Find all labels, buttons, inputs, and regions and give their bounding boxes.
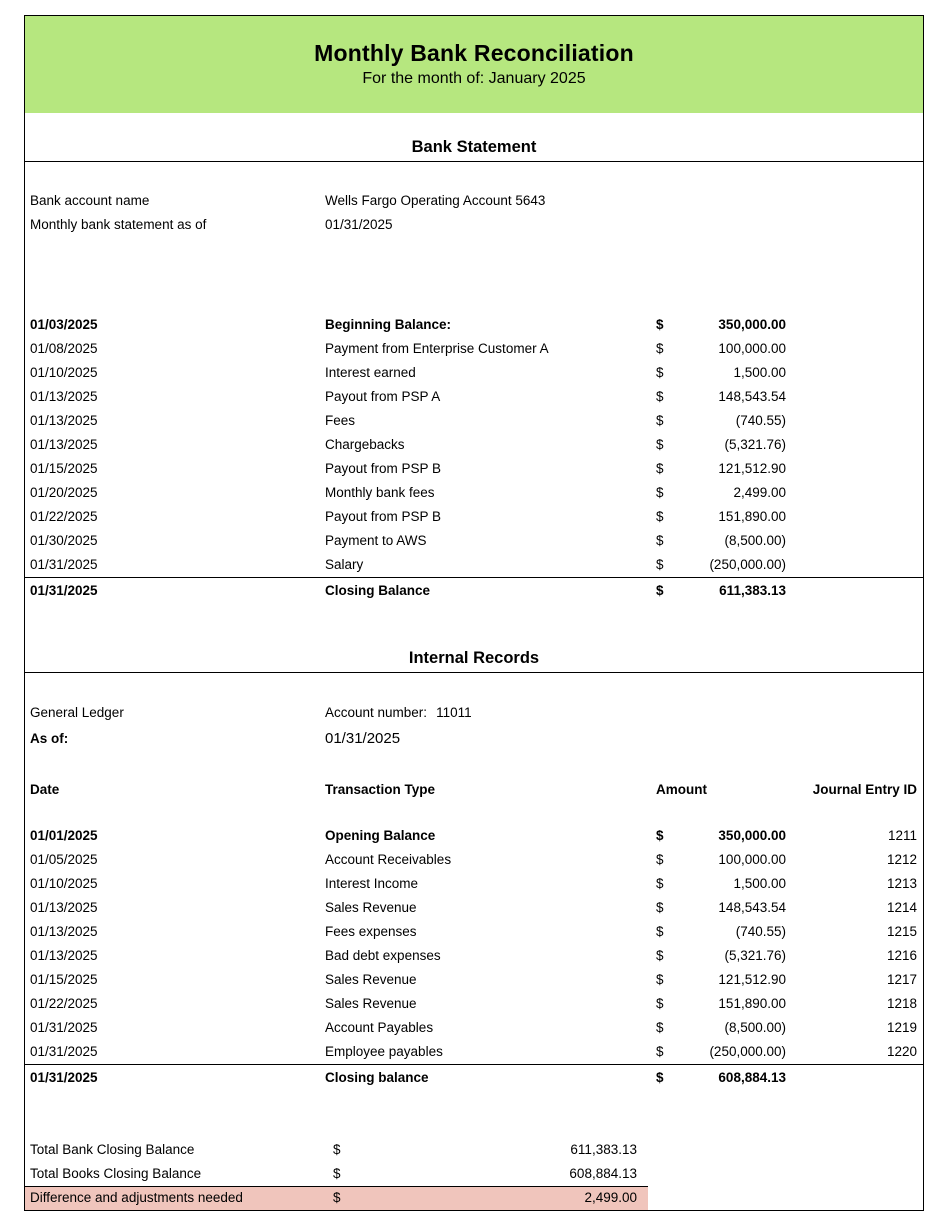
transaction-date: 01/13/2025 (30, 437, 98, 452)
transaction-amount: (8,500.00) (724, 1020, 786, 1035)
transaction-description: Bad debt expenses (325, 948, 441, 963)
journal-entry-id (786, 385, 917, 409)
summary-row (25, 1186, 648, 1210)
table-row (25, 337, 923, 361)
currency-symbol: $ (656, 509, 664, 524)
currency-symbol: $ (333, 1142, 341, 1157)
transaction-amount: (5,321.76) (724, 948, 786, 963)
table-row (25, 1016, 923, 1040)
statement-date-label: Monthly bank statement as of (30, 217, 207, 232)
journal-entry-id (786, 337, 917, 361)
reconciliation-summary (25, 1138, 923, 1210)
transaction-description: Sales Revenue (325, 972, 417, 987)
table-row (25, 553, 923, 577)
bank-account-name-label: Bank account name (30, 193, 150, 208)
table-row (25, 944, 923, 968)
transaction-description: Payout from PSP B (325, 461, 442, 476)
currency-symbol: $ (656, 996, 664, 1011)
table-row (25, 505, 923, 529)
journal-entry-id: 1217 (886, 972, 917, 987)
column-header-journal-entry-id: Journal Entry ID (812, 782, 917, 797)
transaction-description: Account Payables (325, 1020, 434, 1035)
table-row (25, 992, 923, 1016)
transaction-date: 01/15/2025 (30, 461, 98, 476)
journal-entry-id (786, 433, 917, 457)
column-header-date: Date (30, 782, 60, 797)
transaction-amount: 608,884.13 (718, 1070, 786, 1085)
transaction-description: Monthly bank fees (325, 485, 435, 500)
transaction-description: Sales Revenue (325, 900, 417, 915)
currency-symbol: $ (656, 852, 664, 867)
statement-date-row (25, 213, 923, 237)
currency-symbol: $ (656, 924, 664, 939)
transaction-date: 01/13/2025 (30, 389, 98, 404)
transaction-description: Payout from PSP B (325, 509, 442, 524)
transaction-description: Fees (325, 413, 356, 428)
general-ledger-label: General Ledger (30, 705, 124, 720)
transaction-amount: (5,321.76) (724, 437, 786, 452)
transaction-date: 01/15/2025 (30, 972, 98, 987)
table-row (25, 529, 923, 553)
summary-label: Total Books Closing Balance (30, 1166, 202, 1181)
transaction-amount: 148,543.54 (718, 900, 786, 915)
transaction-amount: 2,499.00 (733, 485, 786, 500)
transaction-amount: 350,000.00 (718, 317, 786, 332)
transaction-date: 01/22/2025 (30, 509, 98, 524)
summary-amount: 608,884.13 (569, 1166, 637, 1181)
transaction-description: Interest Income (325, 876, 419, 891)
transaction-amount: (740.55) (735, 413, 786, 428)
internal-records-info (25, 700, 923, 752)
transaction-description: Sales Revenue (325, 996, 417, 1011)
journal-entry-id (786, 457, 917, 481)
currency-symbol: $ (656, 583, 664, 598)
transaction-description: Employee payables (325, 1044, 443, 1059)
summary-row (25, 1162, 648, 1186)
transaction-description: Payout from PSP A (325, 389, 441, 404)
transaction-date: 01/13/2025 (30, 413, 98, 428)
internal-records-column-headers (25, 780, 923, 800)
transaction-date: 01/22/2025 (30, 996, 98, 1011)
summary-row (25, 1138, 648, 1162)
transaction-amount: 100,000.00 (718, 852, 786, 867)
currency-symbol: $ (656, 900, 664, 915)
currency-symbol: $ (656, 1044, 664, 1059)
transaction-date: 01/31/2025 (30, 1070, 98, 1085)
journal-entry-id (786, 578, 917, 603)
journal-entry-id (786, 1065, 917, 1090)
table-row (25, 872, 923, 896)
currency-symbol: $ (656, 876, 664, 891)
currency-symbol: $ (656, 317, 664, 332)
page-title: Monthly Bank Reconciliation (314, 40, 634, 66)
journal-entry-id (786, 505, 917, 529)
transaction-date: 01/10/2025 (30, 876, 98, 891)
table-row (25, 361, 923, 385)
transaction-date: 01/13/2025 (30, 924, 98, 939)
bank-statement-table (25, 313, 923, 603)
table-row (25, 409, 923, 433)
summary-amount: 611,383.13 (570, 1142, 637, 1157)
summary-amount: 2,499.00 (584, 1190, 637, 1205)
summary-label: Difference and adjustments needed (30, 1190, 243, 1205)
general-ledger-row (25, 700, 923, 726)
transaction-amount: 1,500.00 (733, 876, 786, 891)
transaction-description: Payment from Enterprise Customer A (325, 341, 549, 356)
column-header-amount: Amount (656, 782, 707, 797)
table-row (25, 577, 923, 603)
transaction-date: 01/31/2025 (30, 1044, 98, 1059)
transaction-description: Chargebacks (325, 437, 405, 452)
journal-entry-id (786, 481, 917, 505)
currency-symbol: $ (656, 1020, 664, 1035)
transaction-amount: 121,512.90 (718, 972, 786, 987)
transaction-amount: (740.55) (735, 924, 786, 939)
currency-symbol: $ (656, 948, 664, 963)
currency-symbol: $ (333, 1166, 341, 1181)
transaction-date: 01/13/2025 (30, 948, 98, 963)
table-row (25, 848, 923, 872)
page-subtitle: For the month of: January 2025 (362, 70, 586, 87)
journal-entry-id: 1211 (887, 828, 917, 843)
bank-account-name-row (25, 189, 923, 213)
transaction-date: 01/10/2025 (30, 365, 98, 380)
currency-symbol: $ (656, 437, 664, 452)
currency-symbol: $ (656, 533, 664, 548)
account-number-value: 11011 (436, 705, 472, 720)
transaction-description: Payment to AWS (325, 533, 427, 548)
table-row (25, 313, 923, 337)
transaction-description: Opening Balance (325, 828, 436, 843)
transaction-description: Salary (325, 557, 364, 572)
currency-symbol: $ (656, 972, 664, 987)
transaction-description: Closing Balance (325, 583, 431, 598)
table-row (25, 1040, 923, 1064)
bank-statement-info (25, 189, 923, 237)
transaction-date: 01/05/2025 (30, 852, 98, 867)
table-row (25, 920, 923, 944)
transaction-amount: (8,500.00) (724, 533, 786, 548)
transaction-amount: 121,512.90 (718, 461, 786, 476)
currency-symbol: $ (656, 557, 664, 572)
currency-symbol: $ (656, 485, 664, 500)
table-row (25, 385, 923, 409)
transaction-date: 01/13/2025 (30, 900, 98, 915)
internal-records-table (25, 824, 923, 1090)
table-row (25, 968, 923, 992)
table-row (25, 1064, 923, 1090)
transaction-amount: (250,000.00) (709, 1044, 786, 1059)
currency-symbol: $ (656, 828, 664, 843)
statement-date-value: 01/31/2025 (325, 217, 393, 232)
internal-records-heading: Internal Records (25, 648, 923, 673)
as-of-date-value: 01/31/2025 (325, 730, 401, 747)
table-row (25, 824, 923, 848)
transaction-date: 01/20/2025 (30, 485, 98, 500)
transaction-date: 01/31/2025 (30, 1020, 98, 1035)
journal-entry-id: 1214 (886, 900, 917, 915)
transaction-description: Interest earned (325, 365, 416, 380)
journal-entry-id: 1220 (886, 1044, 917, 1059)
currency-symbol: $ (656, 365, 664, 380)
header-banner (25, 16, 923, 113)
transaction-amount: (250,000.00) (709, 557, 786, 572)
table-row (25, 481, 923, 505)
journal-entry-id: 1216 (886, 948, 917, 963)
currency-symbol: $ (656, 341, 664, 356)
summary-label: Total Bank Closing Balance (30, 1142, 195, 1157)
currency-symbol: $ (656, 1070, 664, 1085)
currency-symbol: $ (333, 1190, 341, 1205)
journal-entry-id: 1219 (886, 1020, 917, 1035)
transaction-date: 01/08/2025 (30, 341, 98, 356)
transaction-date: 01/31/2025 (30, 557, 98, 572)
transaction-amount: 151,890.00 (718, 996, 786, 1011)
as-of-row (25, 726, 923, 752)
journal-entry-id (786, 361, 917, 385)
table-row (25, 433, 923, 457)
journal-entry-id (786, 313, 917, 337)
transaction-amount: 350,000.00 (718, 828, 786, 843)
transaction-amount: 1,500.00 (733, 365, 786, 380)
transaction-date: 01/30/2025 (30, 533, 98, 548)
transaction-date: 01/03/2025 (30, 317, 98, 332)
journal-entry-id (786, 553, 917, 577)
transaction-amount: 148,543.54 (718, 389, 786, 404)
account-number-label: Account number: (325, 705, 428, 720)
transaction-description: Closing balance (325, 1070, 429, 1085)
transaction-date: 01/01/2025 (30, 828, 98, 843)
transaction-amount: 151,890.00 (718, 509, 786, 524)
table-row (25, 457, 923, 481)
bank-statement-heading: Bank Statement (25, 113, 923, 162)
reconciliation-document (24, 15, 924, 1211)
journal-entry-id: 1218 (886, 996, 917, 1011)
column-header-transaction-type: Transaction Type (325, 782, 436, 797)
currency-symbol: $ (656, 461, 664, 476)
transaction-description: Account Receivables (325, 852, 452, 867)
journal-entry-id: 1215 (886, 924, 917, 939)
currency-symbol: $ (656, 389, 664, 404)
transaction-amount: 100,000.00 (718, 341, 786, 356)
transaction-amount: 611,383.13 (719, 583, 786, 598)
journal-entry-id (786, 409, 917, 433)
journal-entry-id: 1213 (886, 876, 917, 891)
transaction-date: 01/31/2025 (30, 583, 98, 598)
journal-entry-id (786, 529, 917, 553)
as-of-label: As of: (30, 731, 69, 746)
bank-account-name-value: Wells Fargo Operating Account 5643 (325, 193, 546, 208)
transaction-description: Fees expenses (325, 924, 417, 939)
transaction-description: Beginning Balance: (325, 317, 452, 332)
journal-entry-id: 1212 (886, 852, 917, 867)
table-row (25, 896, 923, 920)
currency-symbol: $ (656, 413, 664, 428)
